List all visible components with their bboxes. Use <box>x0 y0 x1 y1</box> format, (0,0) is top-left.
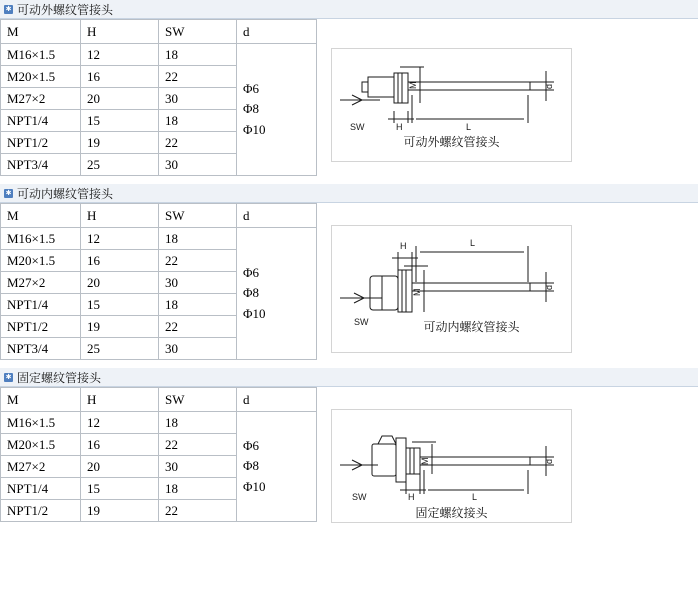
label-m: M <box>420 457 430 465</box>
d-value: Φ10 <box>243 121 266 137</box>
bullet-icon: ✱ <box>5 4 12 13</box>
column-header-sw: SW <box>159 388 237 412</box>
column-header-h: H <box>81 204 159 228</box>
label-l: L <box>470 238 476 248</box>
spec-table-2 <box>0 203 317 360</box>
label-l: L <box>472 492 478 502</box>
d-value: Φ10 <box>243 478 266 494</box>
cell-h: 16 <box>81 434 159 456</box>
cell-sw: 22 <box>159 66 237 88</box>
label-d: d <box>544 458 554 464</box>
cell-d-merged <box>237 44 317 176</box>
cell-sw: 22 <box>159 316 237 338</box>
d-value: Φ6 <box>243 81 260 97</box>
d-value: Φ10 <box>243 305 266 321</box>
table-row <box>1 228 317 250</box>
column-header-d: d <box>237 204 317 228</box>
spec-table-3 <box>0 387 317 522</box>
column-header-m: M <box>1 388 81 412</box>
cell-h: 16 <box>81 66 159 88</box>
cell-d-merged <box>237 412 317 522</box>
label-d: d <box>544 284 554 290</box>
cell-sw: 30 <box>159 272 237 294</box>
column-header-m: M <box>1 204 81 228</box>
cell-m: NPT1/2 <box>1 316 81 338</box>
cell-sw: 18 <box>159 228 237 250</box>
cell-m: NPT1/2 <box>1 500 81 522</box>
cell-sw: 18 <box>159 478 237 500</box>
cell-sw: 30 <box>159 338 237 360</box>
spacer <box>0 176 698 184</box>
cell-h: 12 <box>81 412 159 434</box>
cell-m: M16×1.5 <box>1 228 81 250</box>
cell-sw: 18 <box>159 44 237 66</box>
cell-h: 20 <box>81 456 159 478</box>
section-header-2 <box>0 184 698 203</box>
label-l: L <box>466 122 472 132</box>
table-row <box>1 44 317 66</box>
cell-h: 15 <box>81 478 159 500</box>
cell-sw: 22 <box>159 434 237 456</box>
cell-m: NPT1/2 <box>1 132 81 154</box>
cell-h: 15 <box>81 294 159 316</box>
cell-h: 20 <box>81 272 159 294</box>
section-block-3 <box>0 387 698 523</box>
label-sw: SW <box>354 317 369 327</box>
label-sw: SW <box>350 122 365 132</box>
cell-sw: 22 <box>159 132 237 154</box>
cell-m: M16×1.5 <box>1 44 81 66</box>
cell-sw: 22 <box>159 500 237 522</box>
figure-caption: 可动内螺纹管接头 <box>423 320 520 334</box>
section-block-2 <box>0 203 698 360</box>
cell-h: 25 <box>81 154 159 176</box>
column-header-h: H <box>81 388 159 412</box>
cell-sw: 30 <box>159 88 237 110</box>
label-m: M <box>412 288 422 296</box>
section-title: 可动内螺纹管接头 <box>17 186 114 201</box>
cell-m: M20×1.5 <box>1 434 81 456</box>
spacer <box>0 360 698 368</box>
bullet-icon: ✱ <box>5 372 12 381</box>
cell-h: 12 <box>81 44 159 66</box>
label-m: M <box>408 81 418 89</box>
cell-h: 19 <box>81 500 159 522</box>
cell-d-merged <box>237 228 317 360</box>
cell-sw: 30 <box>159 456 237 478</box>
section-title: 固定螺纹管接头 <box>17 370 102 385</box>
table-header-row <box>1 204 317 228</box>
d-value: Φ8 <box>243 285 260 301</box>
cell-h: 19 <box>81 132 159 154</box>
cell-sw: 30 <box>159 154 237 176</box>
table-header-row <box>1 388 317 412</box>
cell-m: NPT1/4 <box>1 294 81 316</box>
cell-m: M27×2 <box>1 88 81 110</box>
label-h: H <box>396 122 403 132</box>
column-header-d: d <box>237 20 317 44</box>
cell-m: M16×1.5 <box>1 412 81 434</box>
figure-caption: 可动外螺纹管接头 <box>403 135 500 149</box>
cell-m: NPT1/4 <box>1 110 81 132</box>
cell-m: M20×1.5 <box>1 66 81 88</box>
cell-h: 16 <box>81 250 159 272</box>
cell-h: 15 <box>81 110 159 132</box>
d-value: Φ6 <box>243 438 260 454</box>
label-h: H <box>400 241 407 251</box>
column-header-d: d <box>237 388 317 412</box>
figure-internal-thread <box>331 225 572 353</box>
d-value: Φ6 <box>243 265 260 281</box>
figure-external-thread <box>331 48 572 162</box>
cell-h: 20 <box>81 88 159 110</box>
label-d: d <box>544 83 554 89</box>
cell-sw: 18 <box>159 294 237 316</box>
bullet-icon: ✱ <box>5 188 12 197</box>
d-value: Φ8 <box>243 458 260 474</box>
cell-sw: 18 <box>159 110 237 132</box>
cell-m: NPT1/4 <box>1 478 81 500</box>
section-block-1 <box>0 19 698 176</box>
cell-h: 19 <box>81 316 159 338</box>
cell-m: M20×1.5 <box>1 250 81 272</box>
cell-sw: 18 <box>159 412 237 434</box>
cell-m: NPT3/4 <box>1 338 81 360</box>
column-header-h: H <box>81 20 159 44</box>
label-h: H <box>408 492 415 502</box>
spec-table-1 <box>0 19 317 176</box>
cell-m: NPT3/4 <box>1 154 81 176</box>
table-header-row <box>1 20 317 44</box>
figure-caption: 固定螺纹接头 <box>415 506 488 520</box>
column-header-m: M <box>1 20 81 44</box>
table-row <box>1 412 317 434</box>
column-header-sw: SW <box>159 204 237 228</box>
section-header-1 <box>0 0 698 19</box>
column-header-sw: SW <box>159 20 237 44</box>
cell-h: 25 <box>81 338 159 360</box>
figure-fixed-thread <box>331 409 572 523</box>
cell-m: M27×2 <box>1 272 81 294</box>
cell-sw: 22 <box>159 250 237 272</box>
d-value: Φ8 <box>243 101 260 117</box>
label-sw: SW <box>352 492 367 502</box>
section-header-3 <box>0 368 698 387</box>
section-title: 可动外螺纹管接头 <box>17 2 114 17</box>
cell-h: 12 <box>81 228 159 250</box>
cell-m: M27×2 <box>1 456 81 478</box>
